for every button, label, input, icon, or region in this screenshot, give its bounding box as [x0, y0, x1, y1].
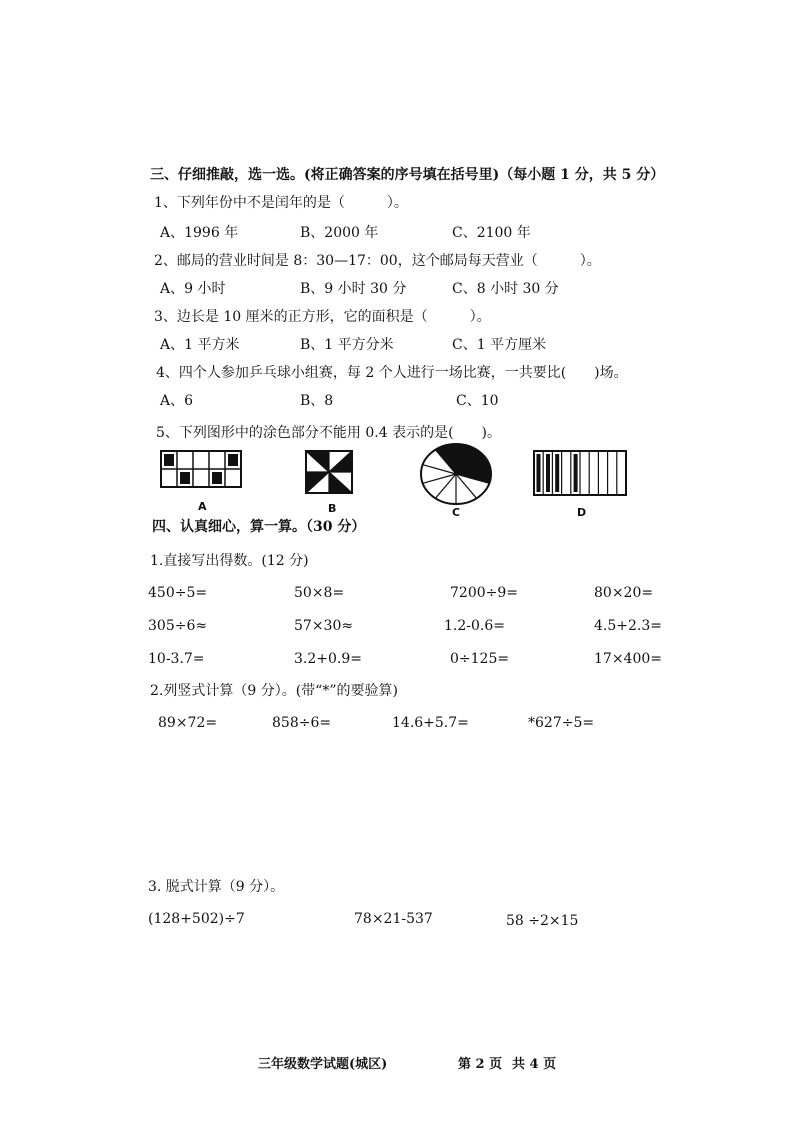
- q2-option-b: B、9 小时 30 分: [300, 281, 407, 297]
- q2-option-c: C、8 小时 30 分: [452, 281, 559, 297]
- stepwise-calc-item: 78×21-537: [354, 911, 433, 927]
- stepwise-calc-item: 58 ÷2×15: [506, 913, 579, 929]
- q4-option-b: B、8: [300, 393, 334, 409]
- vertical-calc-item: 858÷6=: [272, 715, 332, 731]
- calc-item: 80×20=: [594, 585, 654, 601]
- q2-option-a: A、9 小时: [160, 281, 226, 297]
- calc-item: 450÷5=: [148, 585, 208, 601]
- figure-b: [305, 450, 355, 496]
- q2-stem: 2、邮局的营业时间是 8：30—17：00，这个邮局每天营业（ ）。: [154, 253, 601, 269]
- figure-d: [533, 450, 629, 498]
- q3-option-b: B、1 平方分米: [300, 337, 394, 353]
- q4-stem: 4、四个人参加乒乓球小组赛，每 2 个人进行一场比赛，一共要比( )场。: [156, 365, 628, 381]
- calc-item: 7200÷9=: [450, 585, 518, 601]
- calc-item: 305÷6≈: [148, 618, 208, 634]
- section4-title: 四、认真细心，算一算。（30 分）: [152, 519, 366, 535]
- calc-item: 10-3.7=: [148, 651, 205, 667]
- stepwise-calc-item: (128+502)÷7: [148, 911, 245, 927]
- calc-item: 0÷125=: [450, 651, 510, 667]
- figure-a-label: A: [198, 500, 207, 513]
- calc-item: 57×30≈: [294, 618, 354, 634]
- figure-d-label: D: [577, 506, 587, 519]
- q3-stem: 3、边长是 10 厘米的正方形，它的面积是（ ）。: [154, 309, 491, 325]
- q3-option-a: A、1 平方米: [160, 337, 240, 353]
- vertical-calc-item: 89×72=: [158, 715, 218, 731]
- part1-title: 1.直接写出得数。(12 分): [150, 553, 309, 569]
- footer-total: 共 4 页: [512, 1057, 557, 1072]
- q1-option-a: A、1996 年: [160, 225, 239, 241]
- q3-option-c: C、1 平方厘米: [452, 337, 547, 353]
- part2-title: 2.列竖式计算（9 分）。(带“*”的要验算): [150, 683, 398, 699]
- vertical-calc-item: *627÷5=: [528, 715, 595, 731]
- q1-stem: 1、下列年份中不是闰年的是（ ）。: [154, 195, 408, 211]
- calc-item: 4.5+2.3=: [594, 618, 662, 634]
- figure-c: [418, 443, 494, 507]
- calc-item: 1.2-0.6=: [444, 618, 505, 634]
- footer-page: 第 2 页: [458, 1057, 503, 1072]
- figure-b-label: B: [328, 502, 337, 515]
- calc-item: 50×8=: [294, 585, 345, 601]
- section3-title: 三、仔细推敲，选一选。(将正确答案的序号填在括号里)（每小题 1 分，共 5 分）: [150, 167, 665, 183]
- q5-stem: 5、下列图形中的涂色部分不能用 0.4 表示的是( )。: [156, 425, 501, 441]
- q1-option-b: B、2000 年: [300, 225, 379, 241]
- calc-item: 3.2+0.9=: [294, 651, 362, 667]
- q4-option-a: A、6: [160, 393, 194, 409]
- figure-a: [160, 450, 244, 490]
- footer-subject: 三年级数学试题(城区): [258, 1057, 388, 1072]
- q1-option-c: C、2100 年: [452, 225, 531, 241]
- part3-title: 3. 脱式计算（9 分）。: [148, 879, 285, 895]
- calc-item: 17×400=: [594, 651, 662, 667]
- vertical-calc-item: 14.6+5.7=: [392, 715, 469, 731]
- q4-option-c: C、10: [456, 393, 499, 409]
- figure-c-label: C: [452, 506, 461, 519]
